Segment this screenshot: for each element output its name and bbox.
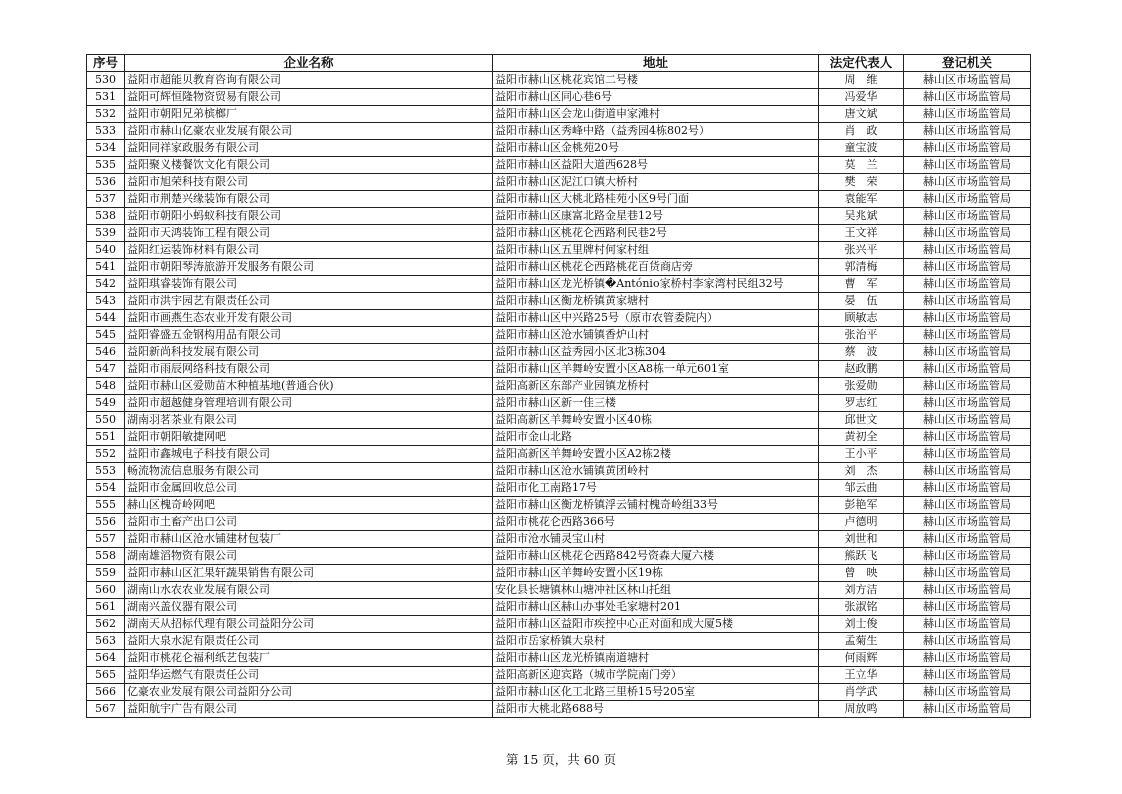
- table-row: [87, 174, 1031, 191]
- cell-index: 542: [87, 276, 125, 293]
- cell-registration-authority: 赫山区市场监管局: [904, 599, 1031, 616]
- cell-address: 益阳市赫山区衡龙桥镇黄家塘村: [493, 293, 819, 310]
- cell-legal-representative: 吴兆斌: [819, 208, 904, 225]
- cell-company-name: 益阳红运装饰材料有限公司: [125, 242, 493, 259]
- table-row: [87, 548, 1031, 565]
- cell-registration-authority: 赫山区市场监管局: [904, 106, 1031, 123]
- cell-registration-authority: 赫山区市场监管局: [904, 310, 1031, 327]
- cell-registration-authority: 赫山区市场监管局: [904, 429, 1031, 446]
- table-row: [87, 395, 1031, 412]
- enterprise-table: [86, 54, 1031, 718]
- cell-legal-representative: 孟菊生: [819, 633, 904, 650]
- cell-registration-authority: 赫山区市场监管局: [904, 191, 1031, 208]
- cell-company-name: 益阳市荆楚兴缘装饰有限公司: [125, 191, 493, 208]
- table-row: [87, 633, 1031, 650]
- header-index: 序号: [87, 55, 125, 72]
- cell-legal-representative: 张治平: [819, 327, 904, 344]
- table-row: [87, 123, 1031, 140]
- cell-registration-authority: 赫山区市场监管局: [904, 225, 1031, 242]
- table-row: [87, 310, 1031, 327]
- table-row: [87, 208, 1031, 225]
- cell-index: 552: [87, 446, 125, 463]
- cell-index: 560: [87, 582, 125, 599]
- table-row: [87, 72, 1031, 89]
- cell-company-name: 益阳聚义楼餐饮文化有限公司: [125, 157, 493, 174]
- cell-legal-representative: 王文祥: [819, 225, 904, 242]
- table-header-row: [87, 55, 1031, 72]
- cell-registration-authority: 赫山区市场监管局: [904, 497, 1031, 514]
- cell-index: 544: [87, 310, 125, 327]
- cell-company-name: 益阳市朝阳琴涛旅游开发服务有限公司: [125, 259, 493, 276]
- table-row: [87, 616, 1031, 633]
- cell-company-name: 益阳市土畜产出口公司: [125, 514, 493, 531]
- table-row: [87, 531, 1031, 548]
- cell-company-name: 湖南山水农农业发展有限公司: [125, 582, 493, 599]
- cell-company-name: 益阳市赫山区爱勋苗木种植基地(普通合伙): [125, 378, 493, 395]
- cell-legal-representative: 肖学武: [819, 684, 904, 701]
- cell-address: 益阳市赫山区桃花宾馆二号楼: [493, 72, 819, 89]
- cell-index: 554: [87, 480, 125, 497]
- cell-address: 益阳市沧水铺灵宝山村: [493, 531, 819, 548]
- cell-company-name: 湖南羽茗茶业有限公司: [125, 412, 493, 429]
- cell-company-name: 益阳市超越健身管理培训有限公司: [125, 395, 493, 412]
- cell-company-name: 益阳睿盛五金钢构用品有限公司: [125, 327, 493, 344]
- cell-address: 益阳市赫山区益阳大道西628号: [493, 157, 819, 174]
- table-row: [87, 378, 1031, 395]
- cell-legal-representative: 邹云曲: [819, 480, 904, 497]
- cell-company-name: 益阳航宇广告有限公司: [125, 701, 493, 718]
- table-row: [87, 412, 1031, 429]
- cell-address: 益阳市赫山区五里牌村何家村组: [493, 242, 819, 259]
- cell-registration-authority: 赫山区市场监管局: [904, 344, 1031, 361]
- table-row: [87, 259, 1031, 276]
- cell-registration-authority: 赫山区市场监管局: [904, 514, 1031, 531]
- cell-index: 555: [87, 497, 125, 514]
- cell-registration-authority: 赫山区市场监管局: [904, 684, 1031, 701]
- cell-legal-representative: 刘世和: [819, 531, 904, 548]
- cell-company-name: 益阳市超能贝教育咨询有限公司: [125, 72, 493, 89]
- cell-address: 益阳市赫山区赫山办事处毛家塘村201: [493, 599, 819, 616]
- cell-registration-authority: 赫山区市场监管局: [904, 616, 1031, 633]
- cell-registration-authority: 赫山区市场监管局: [904, 531, 1031, 548]
- table-body: [87, 72, 1031, 718]
- table-row: [87, 327, 1031, 344]
- cell-company-name: 益阳市赫山亿豪农业发展有限公司: [125, 123, 493, 140]
- cell-index: 564: [87, 650, 125, 667]
- cell-index: 534: [87, 140, 125, 157]
- cell-address: 益阳市赫山区羊舞岭安置小区A8栋一单元601室: [493, 361, 819, 378]
- cell-index: 548: [87, 378, 125, 395]
- cell-company-name: 益阳同祥家政服务有限公司: [125, 140, 493, 157]
- table-row: [87, 599, 1031, 616]
- cell-index: 565: [87, 667, 125, 684]
- table-row: [87, 106, 1031, 123]
- cell-address: 益阳市赫山区桃花仑西路利民巷2号: [493, 225, 819, 242]
- cell-index: 545: [87, 327, 125, 344]
- cell-company-name: 畅流物流信息服务有限公司: [125, 463, 493, 480]
- cell-registration-authority: 赫山区市场监管局: [904, 123, 1031, 140]
- cell-registration-authority: 赫山区市场监管局: [904, 276, 1031, 293]
- cell-registration-authority: 赫山区市场监管局: [904, 480, 1031, 497]
- table-row: [87, 701, 1031, 718]
- cell-company-name: 赫山区槐奇岭网吧: [125, 497, 493, 514]
- cell-address: 益阳市赫山区龙光桥镇南道塘村: [493, 650, 819, 667]
- cell-address: 益阳市赫山区益阳市疾控中心正对面和成大厦5楼: [493, 616, 819, 633]
- cell-index: 567: [87, 701, 125, 718]
- cell-legal-representative: 曾 映: [819, 565, 904, 582]
- cell-legal-representative: 冯爱华: [819, 89, 904, 106]
- cell-address: 益阳市金山北路: [493, 429, 819, 446]
- cell-company-name: 益阳市赫山区沧水铺建材包装厂: [125, 531, 493, 548]
- cell-registration-authority: 赫山区市场监管局: [904, 174, 1031, 191]
- cell-address: 益阳市赫山区桃花仑西路842号资森大厦六楼: [493, 548, 819, 565]
- cell-legal-representative: 熊跃飞: [819, 548, 904, 565]
- cell-registration-authority: 赫山区市场监管局: [904, 157, 1031, 174]
- cell-registration-authority: 赫山区市场监管局: [904, 242, 1031, 259]
- table-row: [87, 344, 1031, 361]
- cell-registration-authority: 赫山区市场监管局: [904, 633, 1031, 650]
- table-row: [87, 650, 1031, 667]
- cell-company-name: 益阳市桃花仑福利纸艺包装厂: [125, 650, 493, 667]
- table-row: [87, 667, 1031, 684]
- table-row: [87, 565, 1031, 582]
- cell-legal-representative: 童宝波: [819, 140, 904, 157]
- cell-address: 安化县长塘镇林山塘冲社区林山托组: [493, 582, 819, 599]
- cell-company-name: 益阳市雨辰网络科技有限公司: [125, 361, 493, 378]
- cell-legal-representative: 唐文斌: [819, 106, 904, 123]
- cell-index: 561: [87, 599, 125, 616]
- cell-registration-authority: 赫山区市场监管局: [904, 650, 1031, 667]
- cell-company-name: 益阳市赫山区汇果轩蔬果销售有限公司: [125, 565, 493, 582]
- cell-index: 535: [87, 157, 125, 174]
- cell-address: 益阳市赫山区金桃苑20号: [493, 140, 819, 157]
- cell-registration-authority: 赫山区市场监管局: [904, 701, 1031, 718]
- cell-company-name: 湖南兴盖仪器有限公司: [125, 599, 493, 616]
- cell-address: 益阳市赫山区新一佳三楼: [493, 395, 819, 412]
- cell-legal-representative: 邱世文: [819, 412, 904, 429]
- table-row: [87, 225, 1031, 242]
- cell-legal-representative: 何雨辉: [819, 650, 904, 667]
- table-row: [87, 293, 1031, 310]
- header-legal-representative: 法定代表人: [819, 55, 904, 72]
- header-registration-authority: 登记机关: [904, 55, 1031, 72]
- table-row: [87, 276, 1031, 293]
- cell-legal-representative: 袁能军: [819, 191, 904, 208]
- table-row: [87, 361, 1031, 378]
- cell-registration-authority: 赫山区市场监管局: [904, 463, 1031, 480]
- cell-legal-representative: 王立华: [819, 667, 904, 684]
- cell-legal-representative: 赵政鹏: [819, 361, 904, 378]
- cell-address: 益阳市赫山区衡龙桥镇浮云铺村槐奇岭组33号: [493, 497, 819, 514]
- cell-index: 536: [87, 174, 125, 191]
- cell-registration-authority: 赫山区市场监管局: [904, 72, 1031, 89]
- cell-company-name: 益阳可辉恒隆物资贸易有限公司: [125, 89, 493, 106]
- cell-company-name: 益阳琪睿装饰有限公司: [125, 276, 493, 293]
- cell-legal-representative: 曹 军: [819, 276, 904, 293]
- cell-address: 益阳市赫山区桃花仑西路桃花百货商店旁: [493, 259, 819, 276]
- table-row: [87, 140, 1031, 157]
- cell-legal-representative: 刘士俊: [819, 616, 904, 633]
- cell-legal-representative: 王小平: [819, 446, 904, 463]
- cell-legal-representative: 卢德明: [819, 514, 904, 531]
- cell-address: 益阳市大桃北路688号: [493, 701, 819, 718]
- cell-index: 532: [87, 106, 125, 123]
- cell-address: 益阳市赫山区同心巷6号: [493, 89, 819, 106]
- cell-index: 530: [87, 72, 125, 89]
- cell-registration-authority: 赫山区市场监管局: [904, 140, 1031, 157]
- table-row: [87, 684, 1031, 701]
- cell-company-name: 益阳市鑫城电子科技有限公司: [125, 446, 493, 463]
- table-row: [87, 429, 1031, 446]
- cell-company-name: 益阳华运燃气有限责任公司: [125, 667, 493, 684]
- cell-address: 益阳市赫山区羊舞岭安置小区19栋: [493, 565, 819, 582]
- cell-legal-representative: 罗志红: [819, 395, 904, 412]
- cell-registration-authority: 赫山区市场监管局: [904, 667, 1031, 684]
- cell-company-name: 益阳市朝阳兄弟槟榔厂: [125, 106, 493, 123]
- cell-address: 益阳市赫山区康富北路金星巷12号: [493, 208, 819, 225]
- cell-address: 益阳市赫山区秀峰中路（益秀园4栋802号）: [493, 123, 819, 140]
- cell-legal-representative: 张兴平: [819, 242, 904, 259]
- table-row: [87, 514, 1031, 531]
- cell-index: 551: [87, 429, 125, 446]
- cell-index: 562: [87, 616, 125, 633]
- cell-index: 533: [87, 123, 125, 140]
- cell-index: 549: [87, 395, 125, 412]
- table-row: [87, 242, 1031, 259]
- cell-address: 益阳市桃花仑西路366号: [493, 514, 819, 531]
- cell-company-name: 益阳市朝阳敏捷网吧: [125, 429, 493, 446]
- table-row: [87, 582, 1031, 599]
- table-row: [87, 191, 1031, 208]
- cell-legal-representative: 周放鸣: [819, 701, 904, 718]
- cell-address: 益阳市赫山区化工北路三里桥15号205室: [493, 684, 819, 701]
- cell-legal-representative: 顾敏志: [819, 310, 904, 327]
- cell-legal-representative: 樊 荣: [819, 174, 904, 191]
- cell-address: 益阳高新区东部产业园镇龙桥村: [493, 378, 819, 395]
- cell-index: 557: [87, 531, 125, 548]
- cell-address: 益阳市化工南路17号: [493, 480, 819, 497]
- table-row: [87, 463, 1031, 480]
- cell-address: 益阳市赫山区益秀园小区北3栋304: [493, 344, 819, 361]
- cell-index: 566: [87, 684, 125, 701]
- cell-index: 540: [87, 242, 125, 259]
- cell-registration-authority: 赫山区市场监管局: [904, 327, 1031, 344]
- cell-legal-representative: 张淑铭: [819, 599, 904, 616]
- cell-index: 547: [87, 361, 125, 378]
- cell-index: 558: [87, 548, 125, 565]
- cell-registration-authority: 赫山区市场监管局: [904, 446, 1031, 463]
- table-row: [87, 446, 1031, 463]
- cell-address: 益阳市赫山区会龙山街道申家滩村: [493, 106, 819, 123]
- cell-company-name: 益阳新尚科技发展有限公司: [125, 344, 493, 361]
- cell-registration-authority: 赫山区市场监管局: [904, 565, 1031, 582]
- cell-address: 益阳市岳家桥镇大泉村: [493, 633, 819, 650]
- cell-index: 546: [87, 344, 125, 361]
- cell-address: 益阳市赫山区龙光桥镇�António家桥村李家湾村民组32号: [493, 276, 819, 293]
- cell-index: 559: [87, 565, 125, 582]
- cell-company-name: 益阳市旭荣科技有限公司: [125, 174, 493, 191]
- table-row: [87, 480, 1031, 497]
- cell-legal-representative: 彭艳军: [819, 497, 904, 514]
- cell-index: 531: [87, 89, 125, 106]
- cell-index: 550: [87, 412, 125, 429]
- cell-company-name: 益阳大泉水泥有限责任公司: [125, 633, 493, 650]
- cell-index: 543: [87, 293, 125, 310]
- cell-address: 益阳市赫山区沧水铺镇黄团岭村: [493, 463, 819, 480]
- cell-address: 益阳市赫山区大桃北路桂苑小区9号门面: [493, 191, 819, 208]
- cell-index: 537: [87, 191, 125, 208]
- cell-company-name: 益阳市洪宇园艺有限责任公司: [125, 293, 493, 310]
- cell-index: 563: [87, 633, 125, 650]
- cell-legal-representative: 肖 政: [819, 123, 904, 140]
- cell-company-name: 益阳市画燕生态农业开发有限公司: [125, 310, 493, 327]
- cell-legal-representative: 刘 杰: [819, 463, 904, 480]
- cell-address: 益阳市赫山区沧水铺镇香炉山村: [493, 327, 819, 344]
- cell-legal-representative: 郭清梅: [819, 259, 904, 276]
- cell-company-name: 湖南雄滔物资有限公司: [125, 548, 493, 565]
- cell-index: 541: [87, 259, 125, 276]
- cell-address: 益阳市赫山区泥江口镇大桥村: [493, 174, 819, 191]
- cell-legal-representative: 莫 兰: [819, 157, 904, 174]
- cell-legal-representative: 蔡 波: [819, 344, 904, 361]
- cell-company-name: 益阳市天鸿装饰工程有限公司: [125, 225, 493, 242]
- cell-index: 556: [87, 514, 125, 531]
- cell-address: 益阳高新区羊舞岭安置小区A2栋2楼: [493, 446, 819, 463]
- cell-legal-representative: 张爱勋: [819, 378, 904, 395]
- header-company-name: 企业名称: [125, 55, 493, 72]
- cell-legal-representative: 晏 伍: [819, 293, 904, 310]
- cell-index: 553: [87, 463, 125, 480]
- table-row: [87, 497, 1031, 514]
- cell-company-name: 益阳市金属回收总公司: [125, 480, 493, 497]
- cell-registration-authority: 赫山区市场监管局: [904, 293, 1031, 310]
- page-number: 第 15 页，共 60 页: [505, 752, 617, 767]
- cell-address: 益阳高新区羊舞岭安置小区40栋: [493, 412, 819, 429]
- cell-legal-representative: 刘方洁: [819, 582, 904, 599]
- table-row: [87, 89, 1031, 106]
- header-address: 地址: [493, 55, 819, 72]
- cell-legal-representative: 周 维: [819, 72, 904, 89]
- cell-legal-representative: 黄初全: [819, 429, 904, 446]
- cell-company-name: 亿豪农业发展有限公司益阳分公司: [125, 684, 493, 701]
- cell-registration-authority: 赫山区市场监管局: [904, 412, 1031, 429]
- cell-address: 益阳高新区迎宾路（城市学院南门旁）: [493, 667, 819, 684]
- cell-registration-authority: 赫山区市场监管局: [904, 361, 1031, 378]
- cell-registration-authority: 赫山区市场监管局: [904, 89, 1031, 106]
- cell-registration-authority: 赫山区市场监管局: [904, 395, 1031, 412]
- cell-registration-authority: 赫山区市场监管局: [904, 259, 1031, 276]
- cell-registration-authority: 赫山区市场监管局: [904, 548, 1031, 565]
- cell-company-name: 湖南天从招标代理有限公司益阳分公司: [125, 616, 493, 633]
- cell-registration-authority: 赫山区市场监管局: [904, 208, 1031, 225]
- cell-registration-authority: 赫山区市场监管局: [904, 378, 1031, 395]
- cell-address: 益阳市赫山区中兴路25号（原市农管委院内）: [493, 310, 819, 327]
- cell-registration-authority: 赫山区市场监管局: [904, 582, 1031, 599]
- cell-index: 539: [87, 225, 125, 242]
- table-row: [87, 157, 1031, 174]
- cell-index: 538: [87, 208, 125, 225]
- cell-company-name: 益阳市朝阳小蚂蚁科技有限公司: [125, 208, 493, 225]
